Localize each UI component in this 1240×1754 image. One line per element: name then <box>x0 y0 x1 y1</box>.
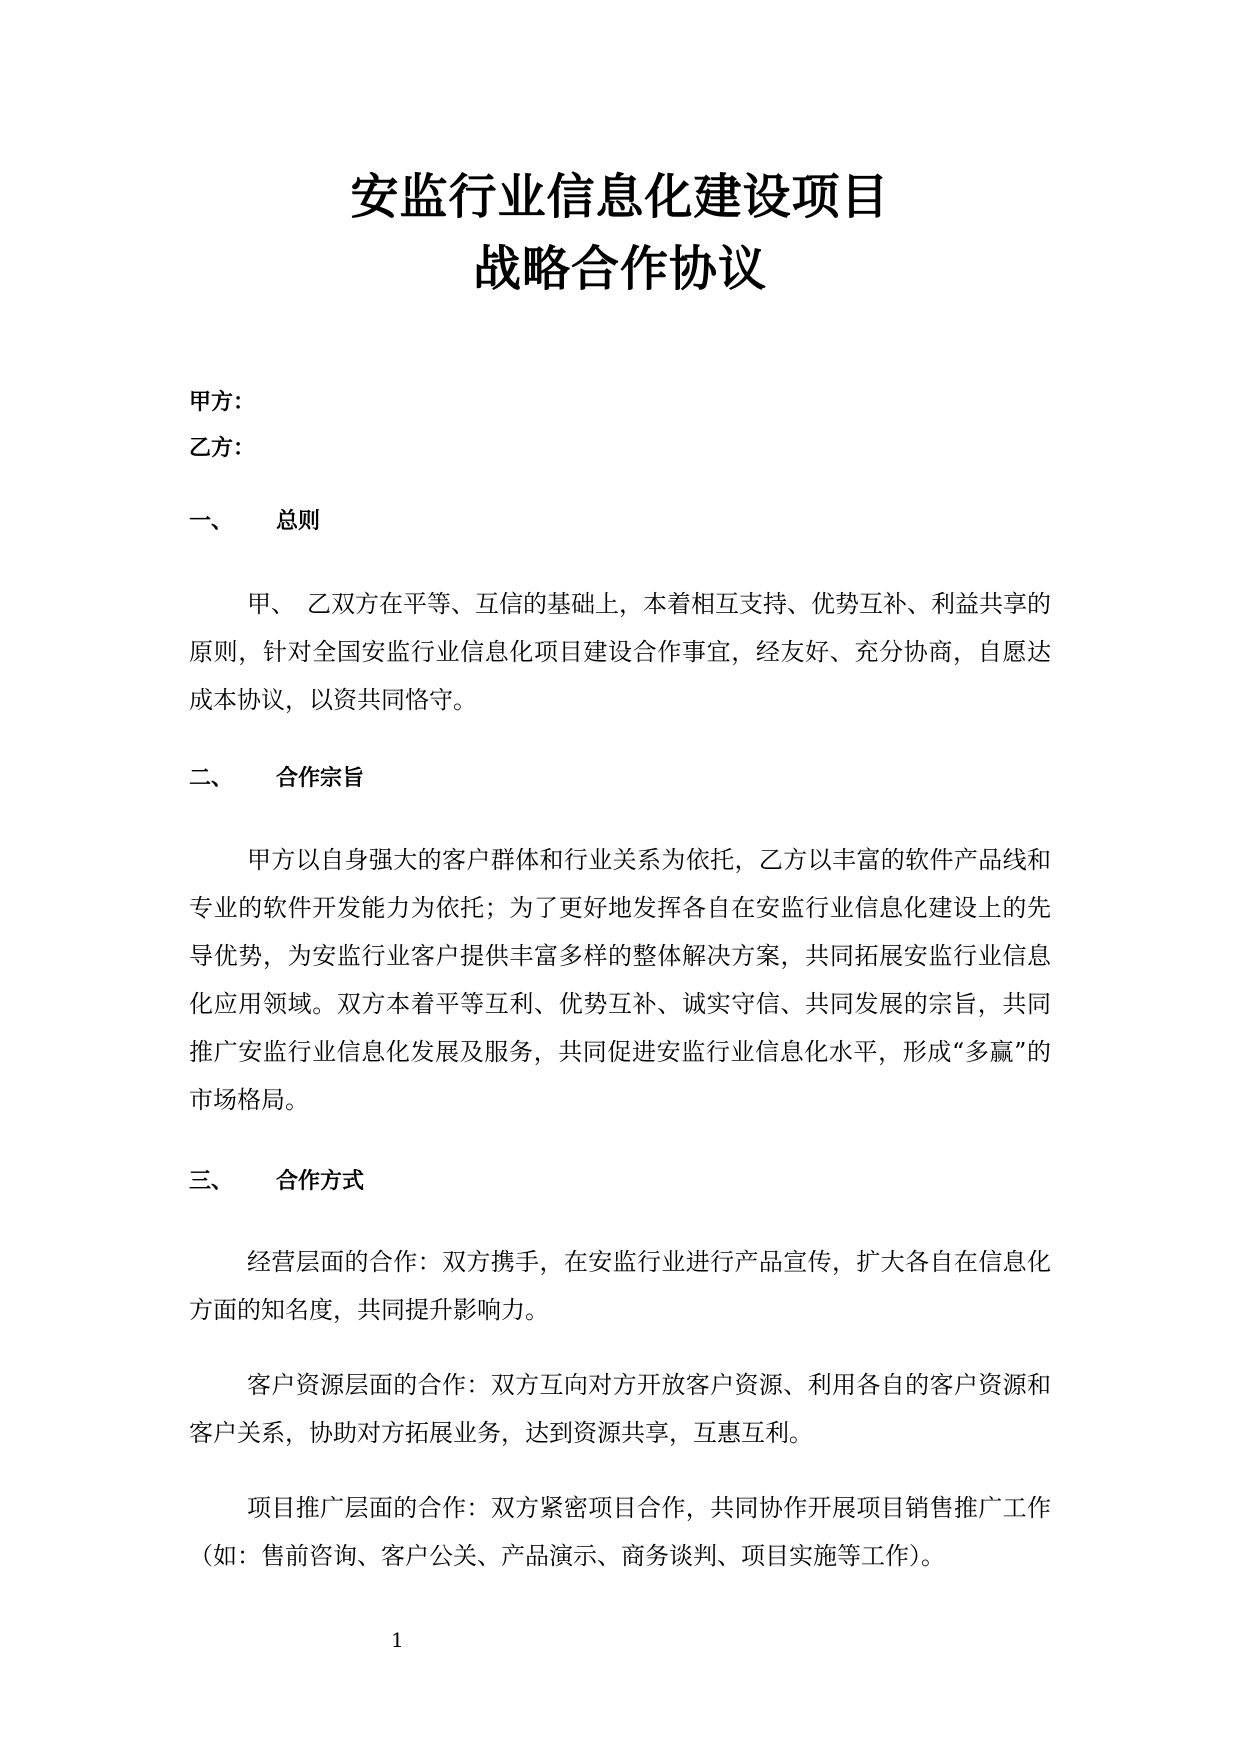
paragraph-project-cooperation: 项目推广层面的合作：双方紧密项目合作，共同协作开展项目销售推广工作（如：售前咨询、客户公关、产品演示、商务谈判、项目实施等工作）。 <box>189 1494 1051 1570</box>
paragraph-business-cooperation: 经营层面的合作：双方携手，在安监行业进行产品宣传，扩大各自在信息化方面的知名度，共同提升影响力。 <box>189 1248 1051 1324</box>
party-b-label: 乙方： <box>189 436 256 461</box>
paragraph-general: 甲、 乙双方在平等、互信的基础上，本着相互支持、优势互补、利益共享的原则，针对全国安监行业信息化项目建设合作事宜，经友好、充分协商，自愿达成本协议，以资共同恪守。 <box>189 590 1051 714</box>
section-heading-methods <box>189 1167 364 1197</box>
party-a-label: 甲方： <box>189 390 256 415</box>
section-title: 总则 <box>276 509 321 534</box>
section-heading-purpose <box>189 764 364 794</box>
section-number: 二、 <box>189 766 234 791</box>
section-title: 合作宗旨 <box>276 766 365 791</box>
section-number: 三、 <box>189 1169 234 1194</box>
document-title-line1: 安监行业信息化建设项目 <box>350 169 890 225</box>
paragraph-purpose: 甲方以自身强大的客户群体和行业关系为依托，乙方以丰富的软件产品线和专业的软件开发能力为依托；为了更好地发挥各自在安监行业信息化建设上的先导优势，为安监行业客户提供丰富多样的整体解决方案，共同拓展安监行业信息化应用领域。双方本着平等互利、优势互补、诚实守信、共同发展的宗旨，共同推广安监行业信息化发展及服务，共同促进安监行业信息化水平，形成“多赢”的市场格局。 <box>189 846 1051 1114</box>
document-title-line2: 战略合作协议 <box>472 241 767 297</box>
section-title: 合作方式 <box>276 1169 365 1194</box>
paragraph-customer-cooperation: 客户资源层面的合作：双方互向对方开放客户资源、利用各自的客户资源和客户关系，协助对方拓展业务，达到资源共享，互惠互利。 <box>189 1371 1051 1447</box>
section-number: 一、 <box>189 509 234 534</box>
page-number: 1 <box>391 1628 404 1652</box>
section-heading-general <box>189 507 320 537</box>
